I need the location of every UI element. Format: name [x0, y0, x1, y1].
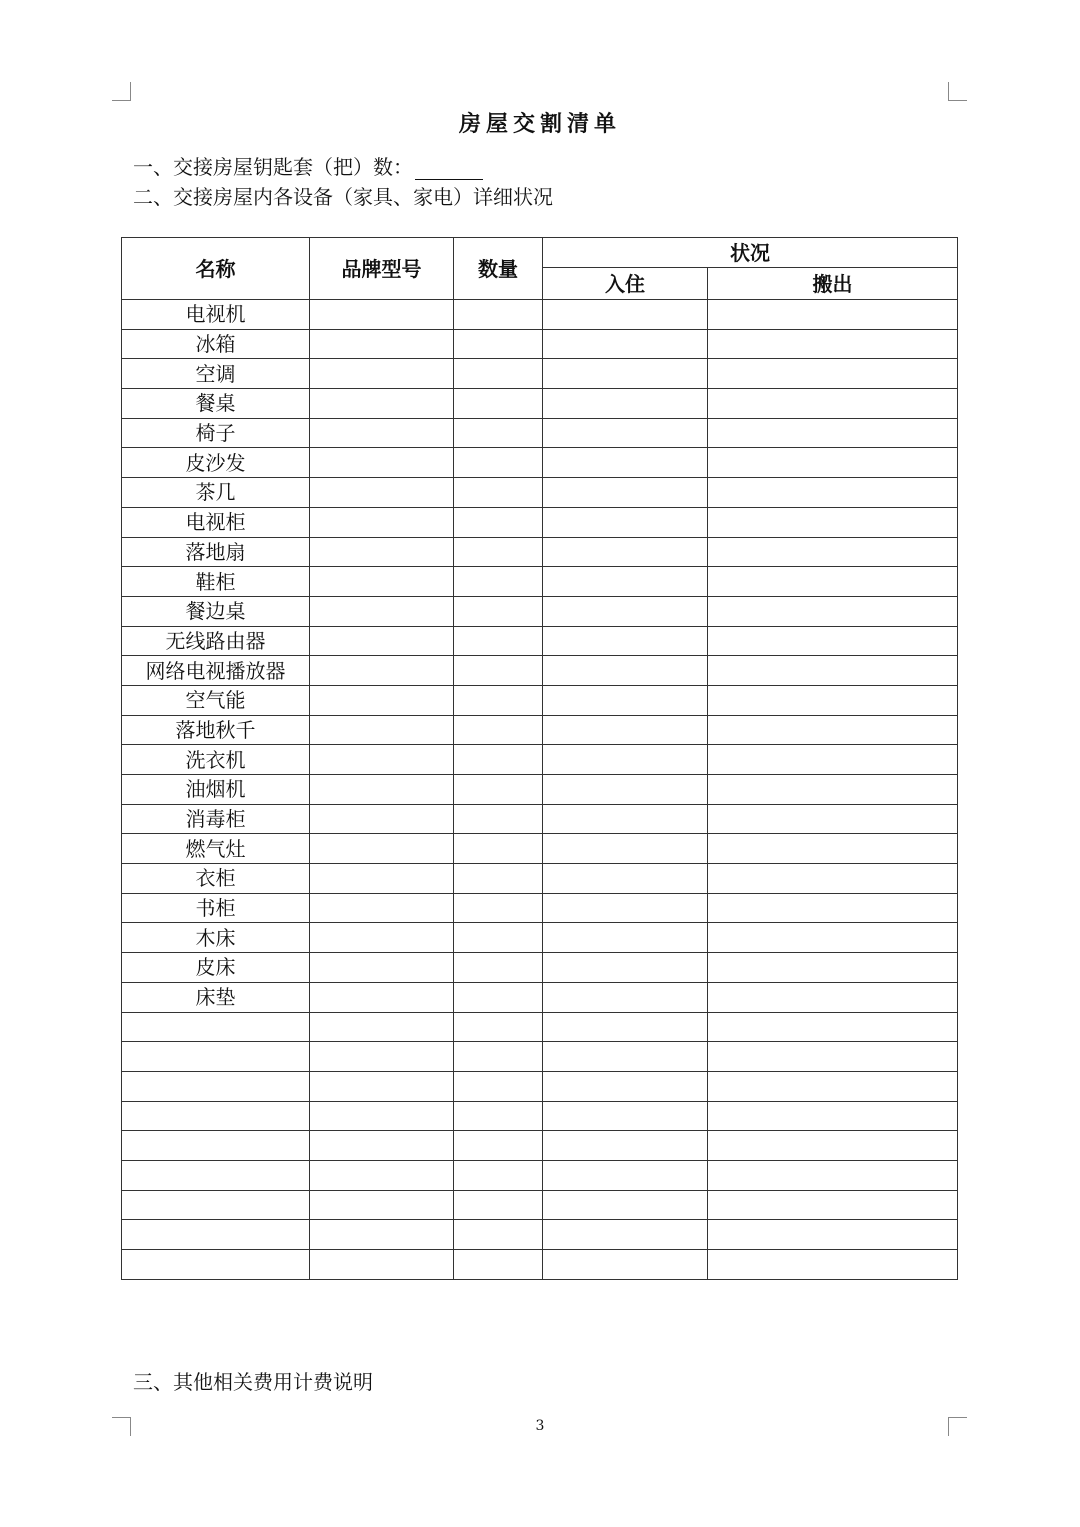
move-out-cell [708, 1012, 958, 1042]
quantity-cell [454, 507, 543, 537]
table-row [122, 300, 958, 330]
table-row [122, 1220, 958, 1250]
inventory-table-body [122, 300, 958, 1280]
move-in-cell [543, 1131, 708, 1161]
table-row [122, 1160, 958, 1190]
item-name-cell: 床垫 [122, 982, 310, 1012]
brand-model-cell [310, 448, 454, 478]
corner-mark-top-left [112, 82, 131, 101]
move-in-cell [543, 982, 708, 1012]
move-in-cell [543, 567, 708, 597]
move-in-cell [543, 537, 708, 567]
item-name-cell: 电视机 [122, 300, 310, 330]
move-out-cell [708, 359, 958, 389]
brand-model-cell [310, 715, 454, 745]
corner-mark-top-right [948, 82, 967, 101]
brand-model-cell [310, 1190, 454, 1220]
table-row [122, 834, 958, 864]
item-name-cell: 落地秋千 [122, 715, 310, 745]
move-in-cell [543, 1042, 708, 1072]
table-row [122, 745, 958, 775]
move-out-cell [708, 300, 958, 330]
move-out-cell [708, 864, 958, 894]
quantity-cell [454, 953, 543, 983]
move-out-cell [708, 596, 958, 626]
item-name-cell: 茶几 [122, 478, 310, 508]
table-row [122, 478, 958, 508]
table-row [122, 982, 958, 1012]
table-row [122, 923, 958, 953]
item-name-cell: 餐桌 [122, 389, 310, 419]
header-name: 名称 [122, 238, 310, 300]
move-in-cell [543, 1071, 708, 1101]
move-in-cell [543, 300, 708, 330]
move-in-cell [543, 834, 708, 864]
move-out-cell [708, 329, 958, 359]
item-name-cell [122, 1071, 310, 1101]
move-in-cell [543, 507, 708, 537]
move-in-cell [543, 715, 708, 745]
move-out-cell [708, 1250, 958, 1280]
move-out-cell [708, 1190, 958, 1220]
header-status: 状况 [543, 238, 958, 268]
quantity-cell [454, 982, 543, 1012]
quantity-cell [454, 745, 543, 775]
key-count-blank [415, 157, 483, 180]
header-move-in: 入住 [543, 268, 708, 300]
key-count-line [133, 151, 483, 180]
move-out-cell [708, 834, 958, 864]
table-row [122, 537, 958, 567]
quantity-cell [454, 1250, 543, 1280]
key-count-label: 一、交接房屋钥匙套（把）数： [133, 155, 413, 179]
item-name-cell: 网络电视播放器 [122, 656, 310, 686]
brand-model-cell [310, 893, 454, 923]
quantity-cell [454, 864, 543, 894]
item-name-cell: 燃气灶 [122, 834, 310, 864]
brand-model-cell [310, 1220, 454, 1250]
item-name-cell [122, 1042, 310, 1072]
table-row [122, 1012, 958, 1042]
move-out-cell [708, 656, 958, 686]
item-name-cell: 餐边桌 [122, 596, 310, 626]
quantity-cell [454, 418, 543, 448]
move-in-cell [543, 1160, 708, 1190]
move-out-cell [708, 626, 958, 656]
table-row [122, 685, 958, 715]
item-name-cell: 油烟机 [122, 775, 310, 805]
table-row [122, 656, 958, 686]
brand-model-cell [310, 1250, 454, 1280]
section-3-heading: 三、其他相关费用计费说明 [133, 1370, 373, 1394]
quantity-cell [454, 834, 543, 864]
item-name-cell [122, 1160, 310, 1190]
move-in-cell [543, 953, 708, 983]
brand-model-cell [310, 329, 454, 359]
move-in-cell [543, 1220, 708, 1250]
item-name-cell: 电视柜 [122, 507, 310, 537]
table-row [122, 1250, 958, 1280]
move-out-cell [708, 567, 958, 597]
header-move-out: 搬出 [708, 268, 958, 300]
item-name-cell [122, 1190, 310, 1220]
quantity-cell [454, 359, 543, 389]
table-row [122, 389, 958, 419]
brand-model-cell [310, 596, 454, 626]
brand-model-cell [310, 626, 454, 656]
item-name-cell: 衣柜 [122, 864, 310, 894]
quantity-cell [454, 389, 543, 419]
move-in-cell [543, 1190, 708, 1220]
brand-model-cell [310, 804, 454, 834]
brand-model-cell [310, 656, 454, 686]
table-row [122, 626, 958, 656]
move-out-cell [708, 448, 958, 478]
table-row [122, 448, 958, 478]
item-name-cell: 落地扇 [122, 537, 310, 567]
move-in-cell [543, 478, 708, 508]
brand-model-cell [310, 567, 454, 597]
table-row [122, 775, 958, 805]
item-name-cell: 皮床 [122, 953, 310, 983]
quantity-cell [454, 1042, 543, 1072]
brand-model-cell [310, 537, 454, 567]
brand-model-cell [310, 1160, 454, 1190]
brand-model-cell [310, 1131, 454, 1161]
quantity-cell [454, 537, 543, 567]
move-in-cell [543, 596, 708, 626]
move-out-cell [708, 1131, 958, 1161]
move-out-cell [708, 1160, 958, 1190]
brand-model-cell [310, 775, 454, 805]
quantity-cell [454, 596, 543, 626]
move-in-cell [543, 893, 708, 923]
move-out-cell [708, 1220, 958, 1250]
brand-model-cell [310, 359, 454, 389]
brand-model-cell [310, 864, 454, 894]
quantity-cell [454, 567, 543, 597]
brand-model-cell [310, 1071, 454, 1101]
table-row [122, 329, 958, 359]
table-row [122, 1190, 958, 1220]
move-out-cell [708, 1071, 958, 1101]
move-out-cell [708, 745, 958, 775]
brand-model-cell [310, 478, 454, 508]
brand-model-cell [310, 1101, 454, 1131]
table-row [122, 864, 958, 894]
quantity-cell [454, 1101, 543, 1131]
move-in-cell [543, 329, 708, 359]
brand-model-cell [310, 745, 454, 775]
move-out-cell [708, 982, 958, 1012]
move-in-cell [543, 448, 708, 478]
brand-model-cell [310, 1042, 454, 1072]
move-out-cell [708, 804, 958, 834]
page-number: 3 [535, 1418, 545, 1434]
quantity-cell [454, 1220, 543, 1250]
item-name-cell: 空气能 [122, 685, 310, 715]
item-name-cell: 冰箱 [122, 329, 310, 359]
move-out-cell [708, 775, 958, 805]
table-row [122, 418, 958, 448]
item-name-cell [122, 1250, 310, 1280]
brand-model-cell [310, 953, 454, 983]
move-in-cell [543, 389, 708, 419]
quantity-cell [454, 1131, 543, 1161]
brand-model-cell [310, 685, 454, 715]
brand-model-cell [310, 418, 454, 448]
header-brand-model: 品牌型号 [310, 238, 454, 300]
header-quantity: 数量 [454, 238, 543, 300]
brand-model-cell [310, 507, 454, 537]
item-name-cell: 皮沙发 [122, 448, 310, 478]
move-in-cell [543, 775, 708, 805]
brand-model-cell [310, 982, 454, 1012]
move-out-cell [708, 478, 958, 508]
move-in-cell [543, 685, 708, 715]
item-name-cell [122, 1131, 310, 1161]
quantity-cell [454, 893, 543, 923]
move-in-cell [543, 656, 708, 686]
quantity-cell [454, 804, 543, 834]
table-row [122, 1101, 958, 1131]
brand-model-cell [310, 300, 454, 330]
quantity-cell [454, 1071, 543, 1101]
inventory-table [121, 237, 958, 1280]
move-out-cell [708, 537, 958, 567]
move-in-cell [543, 626, 708, 656]
move-out-cell [708, 389, 958, 419]
document-title: 房屋交割清单 [458, 112, 621, 137]
move-in-cell [543, 923, 708, 953]
table-row [122, 893, 958, 923]
table-row [122, 1042, 958, 1072]
quantity-cell [454, 329, 543, 359]
brand-model-cell [310, 923, 454, 953]
move-out-cell [708, 893, 958, 923]
item-name-cell: 无线路由器 [122, 626, 310, 656]
quantity-cell [454, 775, 543, 805]
move-out-cell [708, 923, 958, 953]
item-name-cell: 洗衣机 [122, 745, 310, 775]
brand-model-cell [310, 1012, 454, 1042]
item-name-cell [122, 1012, 310, 1042]
quantity-cell [454, 715, 543, 745]
quantity-cell [454, 1190, 543, 1220]
table-row [122, 567, 958, 597]
quantity-cell [454, 923, 543, 953]
quantity-cell [454, 300, 543, 330]
table-row [122, 715, 958, 745]
move-out-cell [708, 1042, 958, 1072]
table-row [122, 953, 958, 983]
item-name-cell: 空调 [122, 359, 310, 389]
item-name-cell: 消毒柜 [122, 804, 310, 834]
table-row [122, 359, 958, 389]
table-row [122, 1071, 958, 1101]
item-name-cell [122, 1101, 310, 1131]
equipment-status-heading: 二、交接房屋内各设备（家具、家电）详细状况 [133, 185, 553, 209]
move-in-cell [543, 1101, 708, 1131]
move-in-cell [543, 745, 708, 775]
table-row [122, 804, 958, 834]
move-in-cell [543, 359, 708, 389]
move-out-cell [708, 1101, 958, 1131]
move-out-cell [708, 715, 958, 745]
quantity-cell [454, 448, 543, 478]
item-name-cell: 书柜 [122, 893, 310, 923]
move-out-cell [708, 685, 958, 715]
quantity-cell [454, 685, 543, 715]
quantity-cell [454, 1012, 543, 1042]
item-name-cell [122, 1220, 310, 1250]
brand-model-cell [310, 389, 454, 419]
quantity-cell [454, 478, 543, 508]
move-in-cell [543, 1250, 708, 1280]
item-name-cell: 木床 [122, 923, 310, 953]
brand-model-cell [310, 834, 454, 864]
move-out-cell [708, 418, 958, 448]
table-row [122, 596, 958, 626]
table-row [122, 507, 958, 537]
table-row [122, 1131, 958, 1161]
item-name-cell: 鞋柜 [122, 567, 310, 597]
quantity-cell [454, 1160, 543, 1190]
move-in-cell [543, 1012, 708, 1042]
move-in-cell [543, 804, 708, 834]
move-in-cell [543, 864, 708, 894]
quantity-cell [454, 656, 543, 686]
quantity-cell [454, 626, 543, 656]
move-in-cell [543, 418, 708, 448]
item-name-cell: 椅子 [122, 418, 310, 448]
move-out-cell [708, 953, 958, 983]
move-out-cell [708, 507, 958, 537]
